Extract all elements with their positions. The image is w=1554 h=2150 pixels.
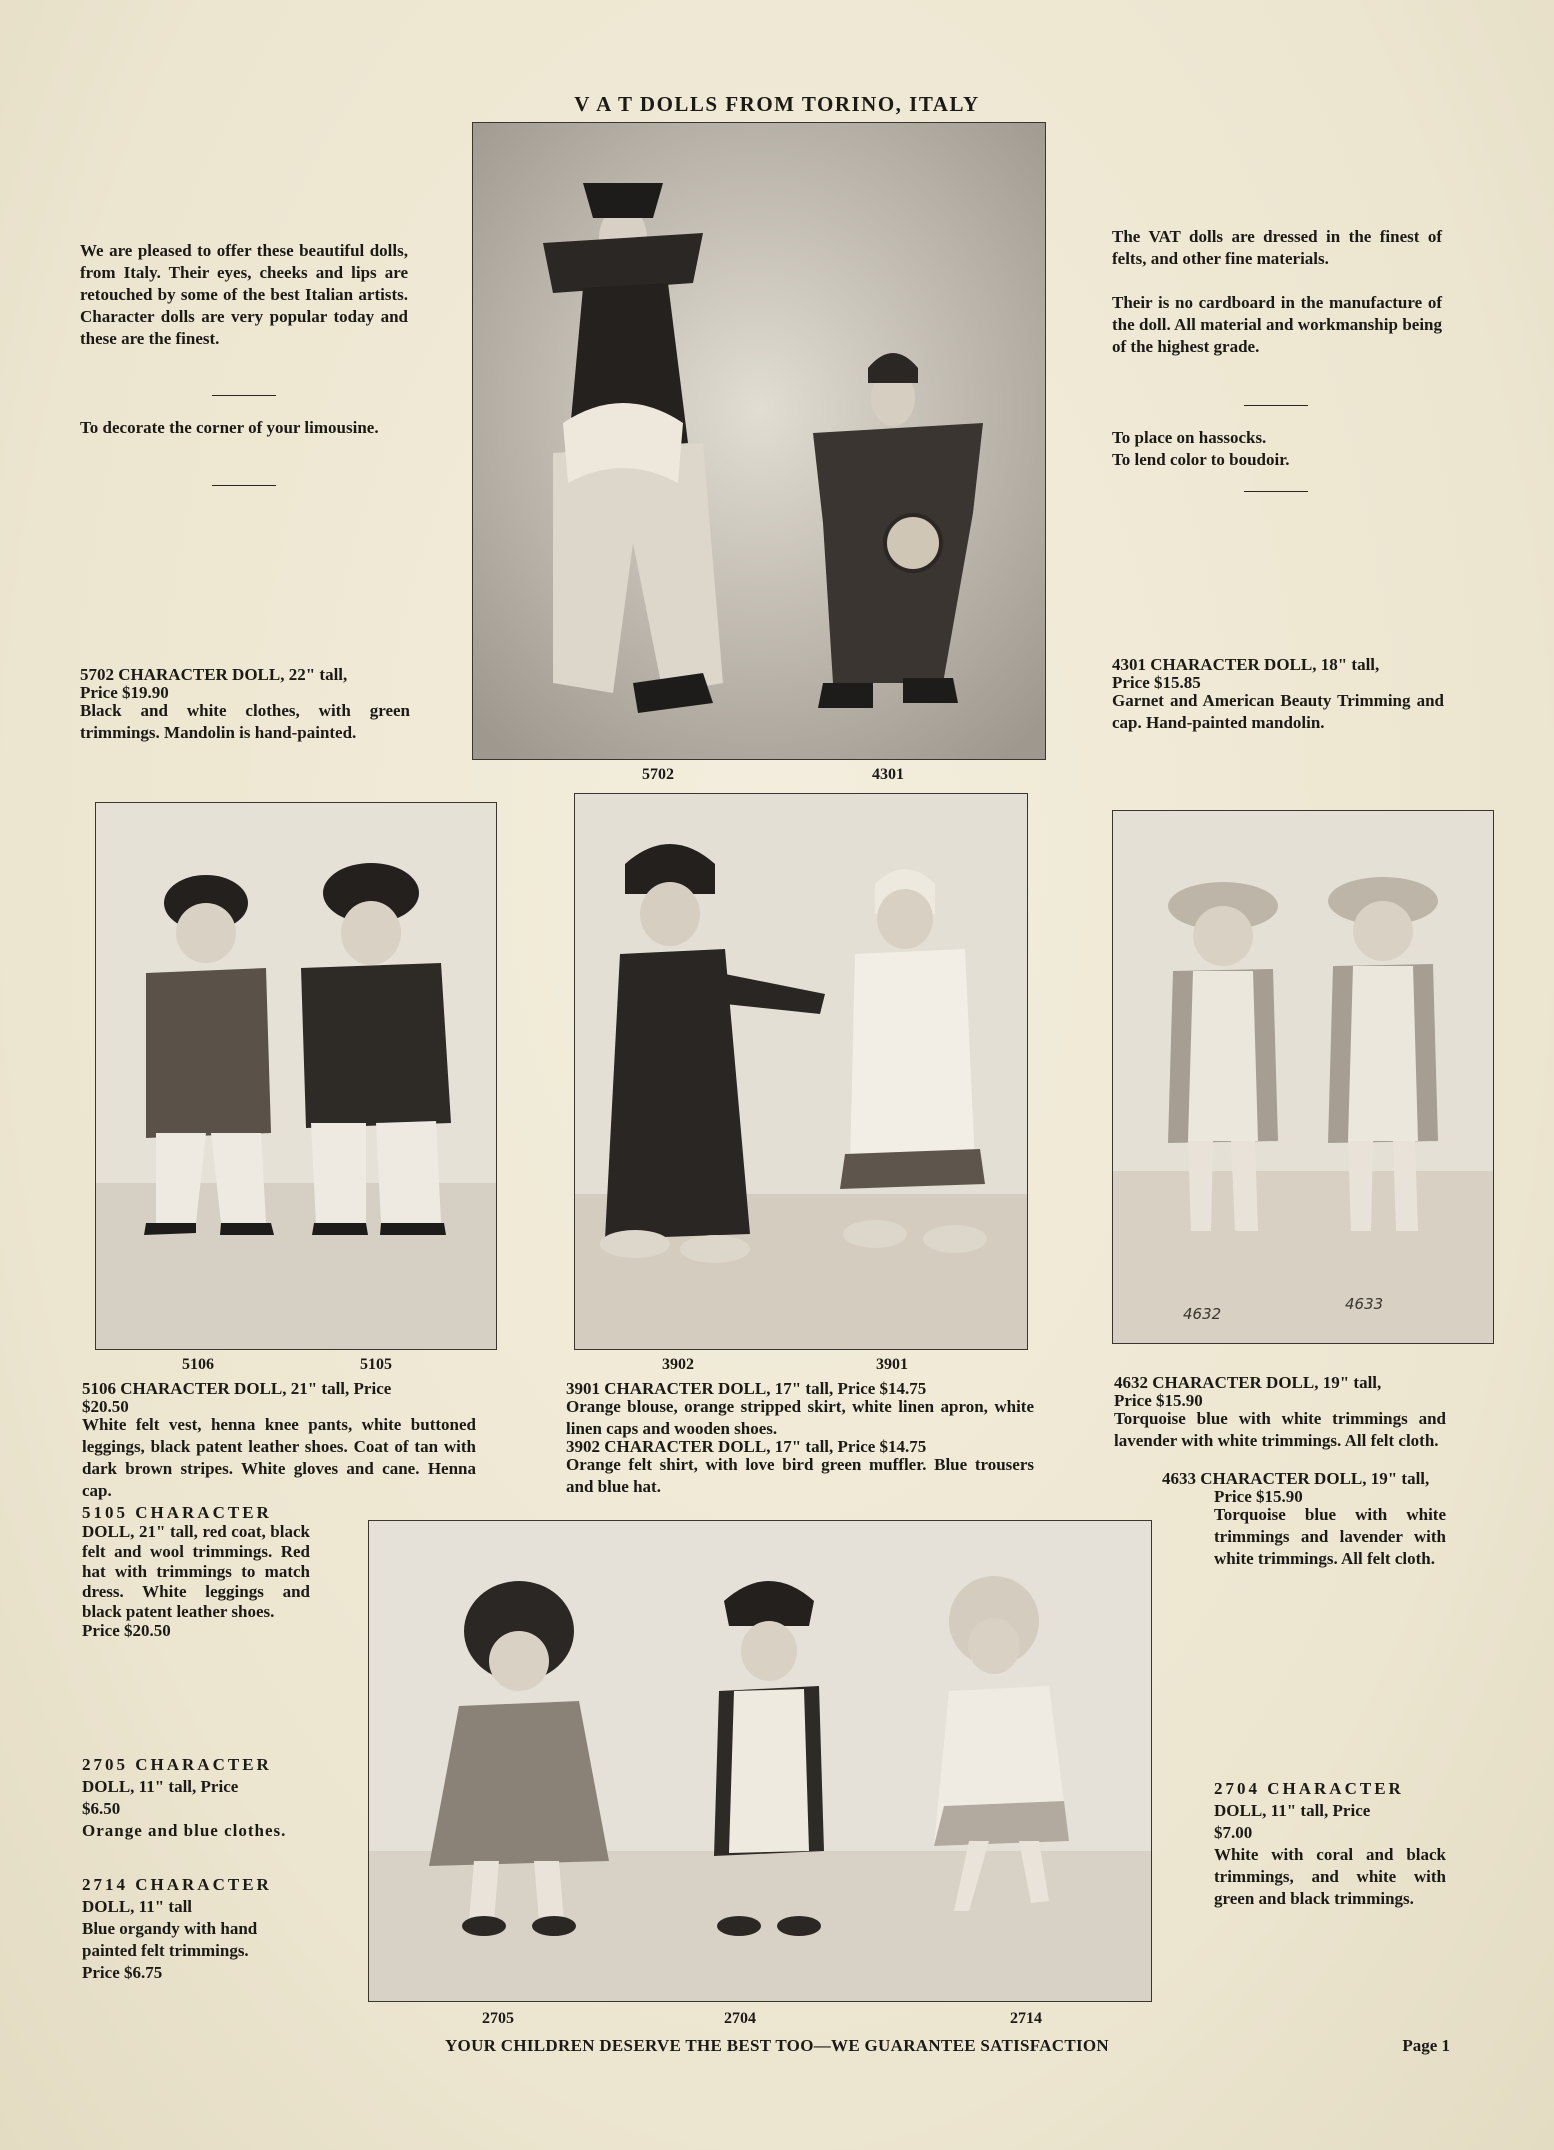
caption-price: Price $6.75: [82, 1963, 163, 1982]
caption-body: Black and white clothes, with green trimmings. Mandolin is hand-painted.: [80, 701, 410, 742]
photo-label-5702: 5702: [642, 766, 674, 783]
photo-dolls-2705-2704-2714: [368, 1520, 1152, 2002]
caption-body: Blue organdy with hand painted felt trimmings.: [82, 1919, 258, 1960]
caption-price: Price $15.90: [1214, 1487, 1303, 1506]
caption-body: White with coral and black trimmings, and white with green and black trimmings.: [1214, 1845, 1446, 1908]
intro-left-paragraph: We are pleased to offer these beautiful dolls, from Italy. Their eyes, cheeks and lips are retouched by some of the best Italian artists. Character dolls are very popular today and these are the finest.: [80, 241, 408, 348]
caption-head: 2705 CHARACTER: [82, 1755, 272, 1774]
caption-head: 3902 CHARACTER DOLL, 17" tall, Price $14.75: [566, 1437, 927, 1456]
photo-dolls-5702-4301: [472, 122, 1046, 760]
caption-3902: [566, 1436, 1034, 1498]
divider: [1244, 405, 1308, 406]
caption-line2: DOLL, 11" tall, Price: [82, 1777, 239, 1796]
caption-head: 5702 CHARACTER DOLL, 22" tall,: [80, 665, 348, 684]
caption-line2: DOLL, 11" tall: [82, 1897, 193, 1916]
photo-label-5105: 5105: [360, 1356, 392, 1373]
caption-5702: [80, 664, 410, 744]
divider: [212, 485, 276, 486]
photo-dolls-3902-3901: [574, 793, 1028, 1350]
caption-head: 4301 CHARACTER DOLL, 18" tall,: [1112, 655, 1380, 674]
photo-label-4301: 4301: [872, 766, 904, 783]
page-number: Page 1: [1402, 2036, 1450, 2055]
caption-4632: [1114, 1372, 1446, 1452]
footer-slogan: YOUR CHILDREN DESERVE THE BEST TOO—WE GUARANTEE SATISFACTION: [444, 2036, 1110, 2055]
intro-right-boudoir: To lend color to boudoir.: [1112, 450, 1290, 469]
caption-price: $7.00: [1214, 1823, 1253, 1842]
caption-4633: [1162, 1468, 1446, 1570]
intro-right-paragraph-2: Their is no cardboard in the manufacture of the doll. All material and workmanship being of the highest grade.: [1112, 293, 1442, 356]
caption-price: Price $15.85: [1112, 673, 1201, 692]
caption-4301: [1112, 654, 1444, 734]
handwritten-label-4632: 4632: [1183, 1305, 1222, 1323]
caption-body: Torquoise blue with white trimmings and lavender with white trimmings. All felt cloth.: [1114, 1409, 1446, 1450]
caption-price: Price $20.50: [82, 1621, 171, 1640]
caption-body: DOLL, 21" tall, red coat, black felt and wool trimmings. Red hat with trimmings to match dress. White leggings and black patent leather shoes.: [82, 1522, 310, 1621]
caption-body: Garnet and American Beauty Trimming and cap. Hand-painted mandolin.: [1112, 691, 1444, 732]
caption-head: 2704 CHARACTER: [1214, 1779, 1404, 1798]
caption-price: Price $15.90: [1114, 1391, 1203, 1410]
photo-label-3902: 3902: [662, 1356, 694, 1373]
caption-head: 3901 CHARACTER DOLL, 17" tall, Price $14.75: [566, 1379, 927, 1398]
photo-label-2714: 2714: [1010, 2010, 1042, 2027]
handwritten-label-4633: 4633: [1345, 1295, 1384, 1313]
caption-2714: [82, 1874, 312, 1984]
caption-price: $20.50: [82, 1397, 129, 1416]
caption-2705: [82, 1754, 312, 1842]
photo-label-3901: 3901: [876, 1356, 908, 1373]
caption-head: 5105 CHARACTER: [82, 1503, 272, 1522]
caption-head: 4633 CHARACTER DOLL, 19" tall,: [1162, 1469, 1430, 1488]
photo-dolls-4632-4633: [1112, 810, 1494, 1344]
caption-line2: DOLL, 11" tall, Price: [1214, 1801, 1371, 1820]
caption-body: Orange felt shirt, with love bird green muffler. Blue trousers and blue hat.: [566, 1455, 1034, 1496]
caption-head: 4632 CHARACTER DOLL, 19" tall,: [1114, 1373, 1382, 1392]
divider: [212, 395, 276, 396]
caption-body: Orange and blue clothes.: [82, 1821, 287, 1840]
photo-dolls-5106-5105: [95, 802, 497, 1350]
intro-right-paragraph-1: The VAT dolls are dressed in the finest of felts, and other fine materials.: [1112, 227, 1442, 268]
caption-2704: [1214, 1778, 1446, 1910]
caption-head: 2714 CHARACTER: [82, 1875, 272, 1894]
intro-right-hassocks: To place on hassocks.: [1112, 428, 1267, 447]
photo-label-5106: 5106: [182, 1356, 214, 1373]
divider: [1244, 491, 1308, 492]
caption-price: Price $19.90: [80, 683, 169, 702]
photo-label-2705: 2705: [482, 2010, 514, 2027]
caption-3901: [566, 1378, 1034, 1440]
caption-body: Torquoise blue with white trimmings and lavender with white trimmings. All felt cloth.: [1214, 1505, 1446, 1568]
caption-5105: [82, 1502, 310, 1642]
photo-label-2704: 2704: [724, 2010, 756, 2027]
caption-body: White felt vest, henna knee pants, white buttoned leggings, black patent leather shoes. Coat of tan with dark brown stripes. White gloves and cane. Henna cap.: [82, 1415, 476, 1500]
page-title: V A T DOLLS FROM TORINO, ITALY: [574, 92, 980, 116]
intro-left-limousine: To decorate the corner of your limousine.: [80, 418, 379, 437]
caption-5106: [82, 1378, 476, 1502]
caption-body: Orange blouse, orange stripped skirt, white linen apron, white linen caps and wooden shoes.: [566, 1397, 1034, 1438]
caption-head: 5106 CHARACTER DOLL, 21" tall, Price: [82, 1379, 392, 1398]
caption-price: $6.50: [82, 1799, 121, 1818]
